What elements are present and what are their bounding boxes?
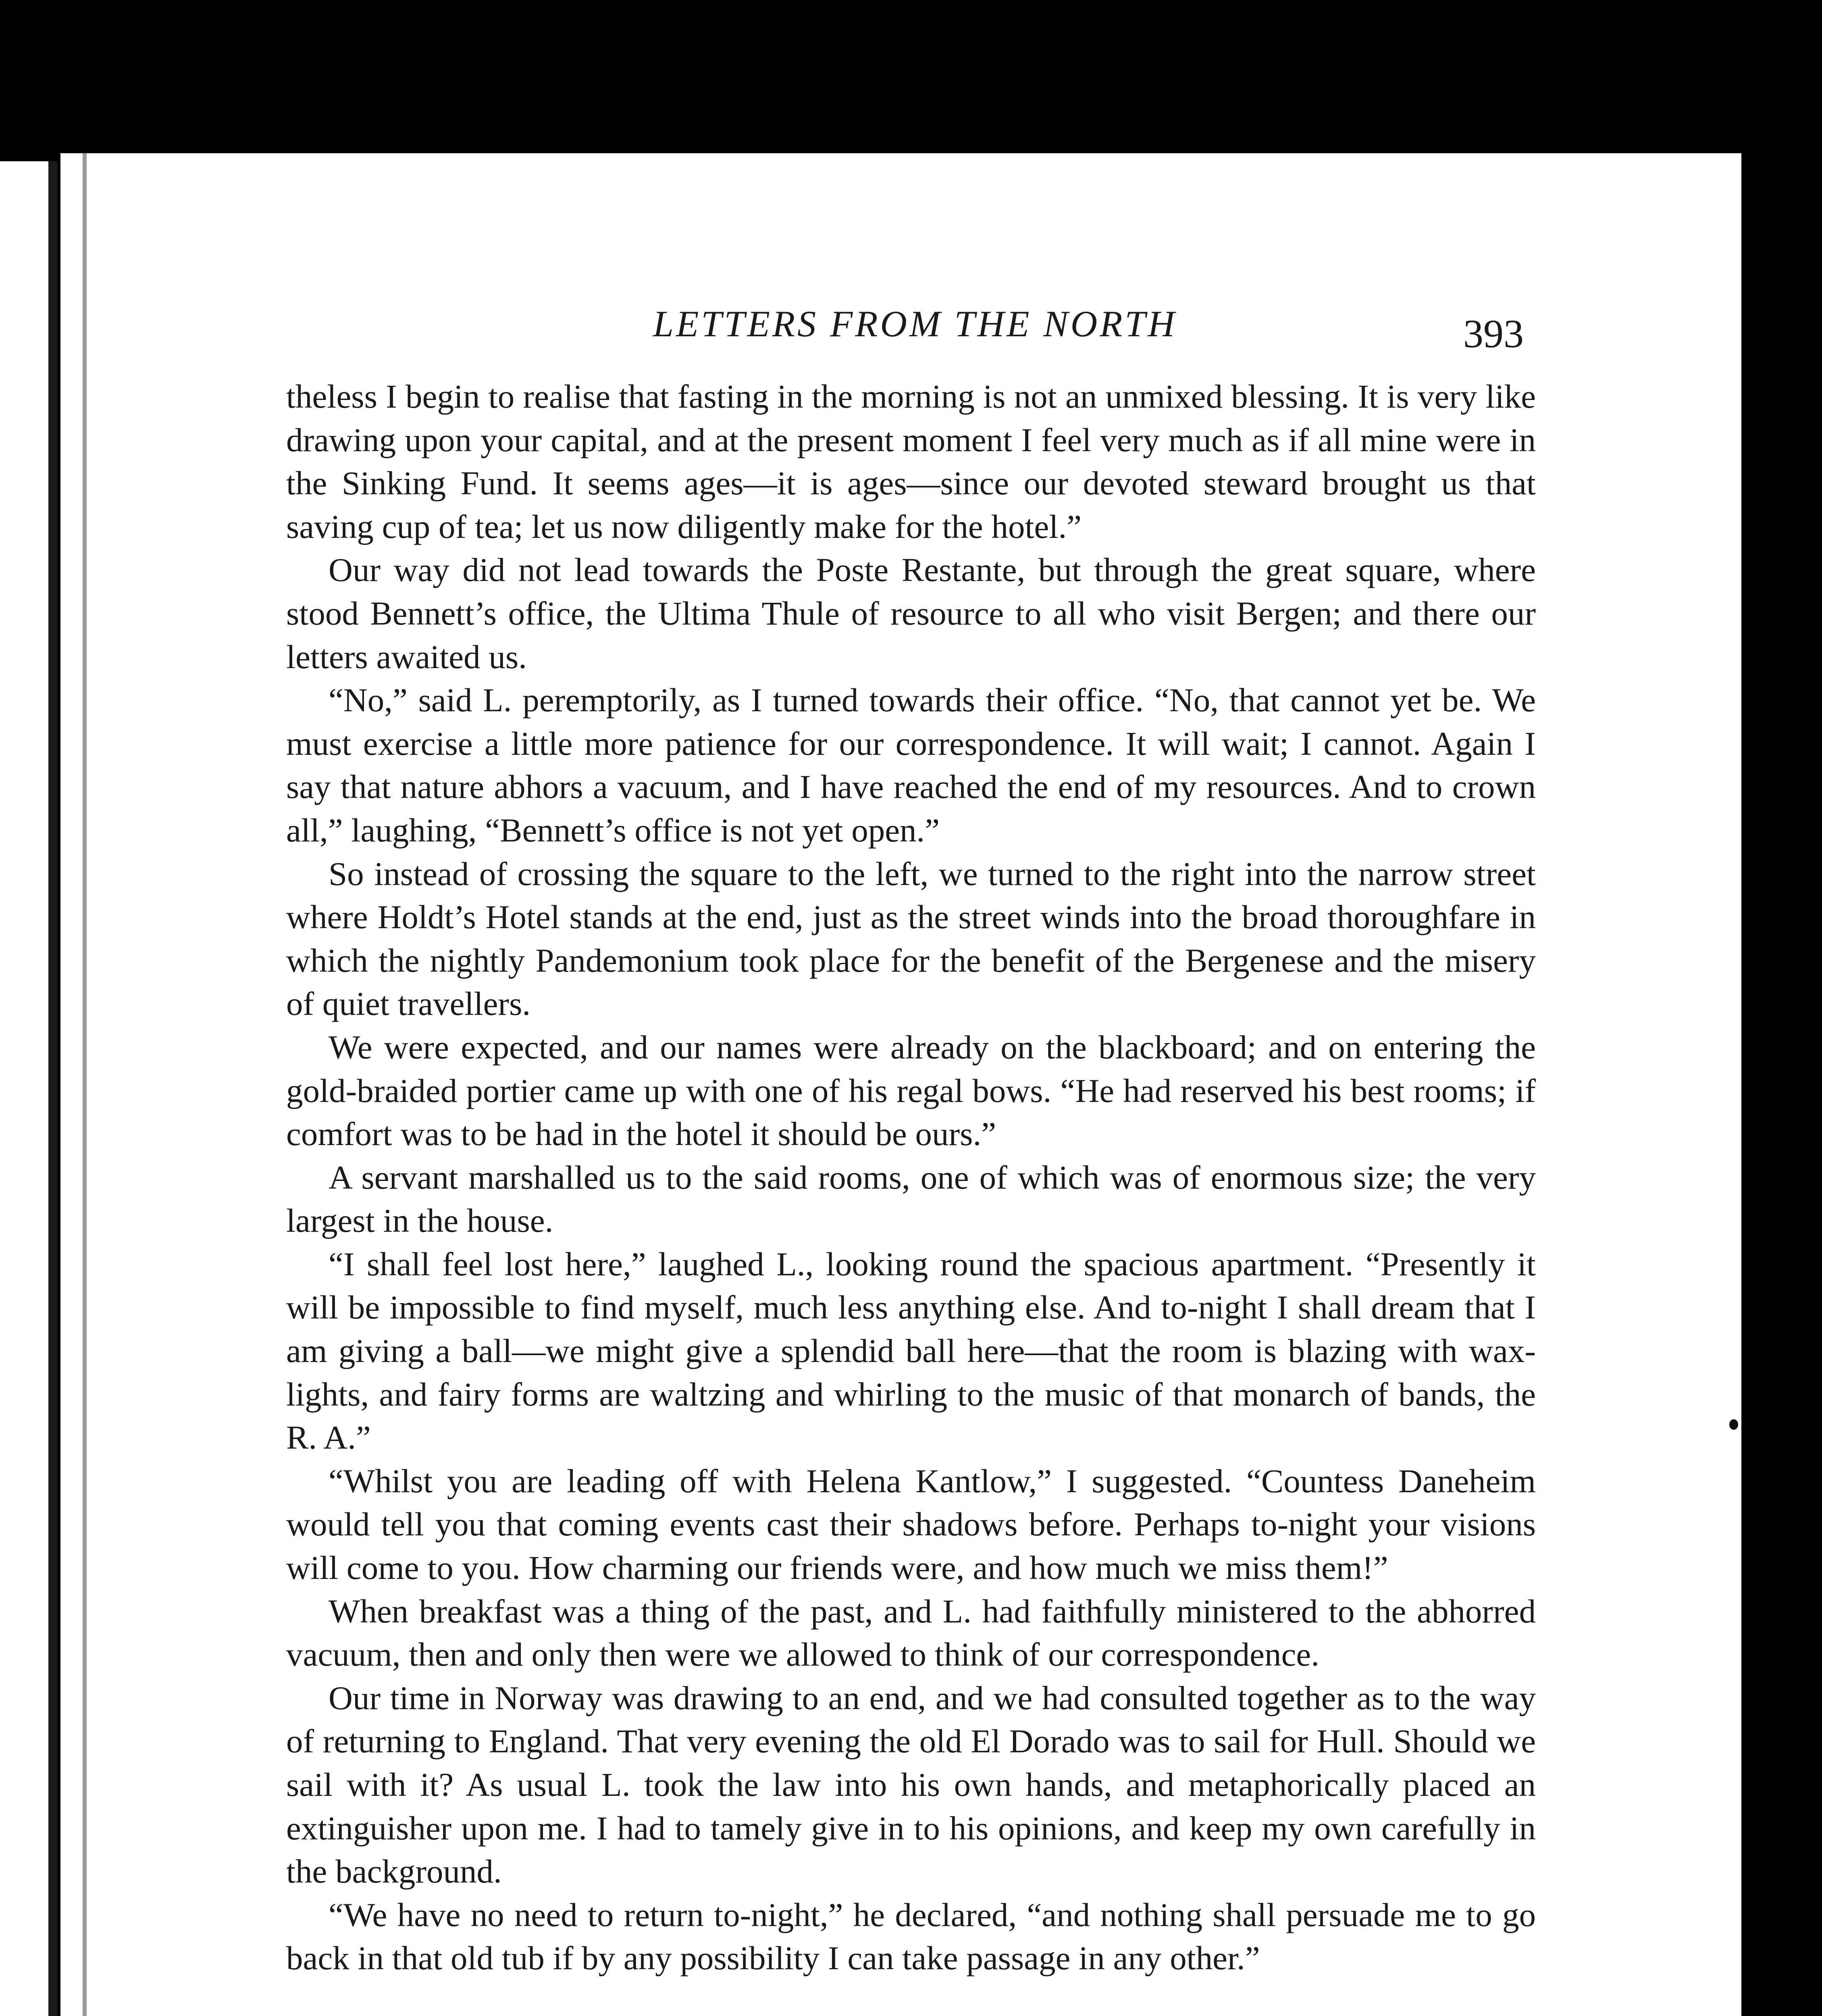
paragraph-3: “No,” said L. peremptorily, as I turned towards their office. “No, that cannot yet be. We must exercise a little more patience for our correspondence. It will wait; I cannot. Again I say that nature abhors a vacuum, and I have reached the end of my resources. And to crown all,” laughing, “Bennett’s office is not yet open.” xyxy=(286,681,1536,849)
page-number: 393 xyxy=(1463,311,1524,356)
paragraph-9: When breakfast was a thing of the past, and L. had faithfully ministered to the abhorred vacuum, then and only then were we allowed to think of our correspondence. xyxy=(286,1592,1536,1673)
paragraph-8: “Whilst you are leading off with Helena Kantlow,” I suggested. “Countess Daneheim would tell you that coming events cast their shadows before. Perhaps to-night your visions will come to you. How charming our friends were, and how much we miss them!” xyxy=(286,1462,1536,1587)
paragraph-6: A servant marshalled us to the said rooms, one of which was of enormous size; the very largest in the house. xyxy=(286,1158,1536,1239)
running-title: LETTERS FROM THE NORTH xyxy=(653,303,1177,344)
page-gutter-line xyxy=(83,153,87,2016)
facing-page-edge xyxy=(0,161,57,2016)
paragraph-11: “We have no need to return to-night,” he declared, “and nothing shall persuade me to go back in that old tub if by any possibility I can take passage in any other.” xyxy=(286,1896,1536,1977)
ink-speck xyxy=(1729,1419,1738,1430)
paragraph-10: Our time in Norway was drawing to an end, and we had consulted together as to the way of returning to England. That very evening the old El Dorado was to sail for Hull. Should we sail with it? As usual L. took the law into his own hands, and metaphorically placed an extinguisher upon me. I had to tamely give in to his opinions, and keep my own carefully in the background. xyxy=(286,1679,1536,1890)
book-page xyxy=(60,153,1741,2016)
paragraph-5: We were expected, and our names were already on the blackboard; and on entering the gold-braided portier came up with one of his regal bows. “He had reserved his best rooms; if comfort was to be had in the hotel it should be ours.” xyxy=(286,1028,1536,1153)
paragraph-1: theless I begin to realise that fasting in the morning is not an unmixed blessing. It is very like drawing upon your capital, and at the present moment I feel very much as if all mine were in the Sinking Fund. It seems ages—it is ages—since our devoted steward brought us that saving cup of tea; let us now diligently make for the hotel.” xyxy=(286,378,1536,545)
paragraph-7: “I shall feel lost here,” laughed L., looking round the spacious apartment. “Presently it will be impossible to find myself, much less anything else. And to-night I shall dream that I am giving a ball—we might give a splendid ball here—that the room is blazing with wax-lights, and fairy forms are waltzing and whirling to the music of that monarch of bands, the R. A.” xyxy=(286,1245,1536,1456)
paragraph-2: Our way did not lead towards the Poste Restante, but through the great square, where stood Bennett’s office, the Ultima Thule of resource to all who visit Bergen; and there our letters awaited us. xyxy=(286,551,1536,675)
body-text xyxy=(286,375,1536,1980)
paragraph-4: So instead of crossing the square to the left, we turned to the right into the narrow street where Holdt’s Hotel stands at the end, just as the street winds into the broad thoroughfare in which the nightly Pandemonium took place for the benefit of the Bergenese and the misery of quiet travellers. xyxy=(286,855,1536,1023)
